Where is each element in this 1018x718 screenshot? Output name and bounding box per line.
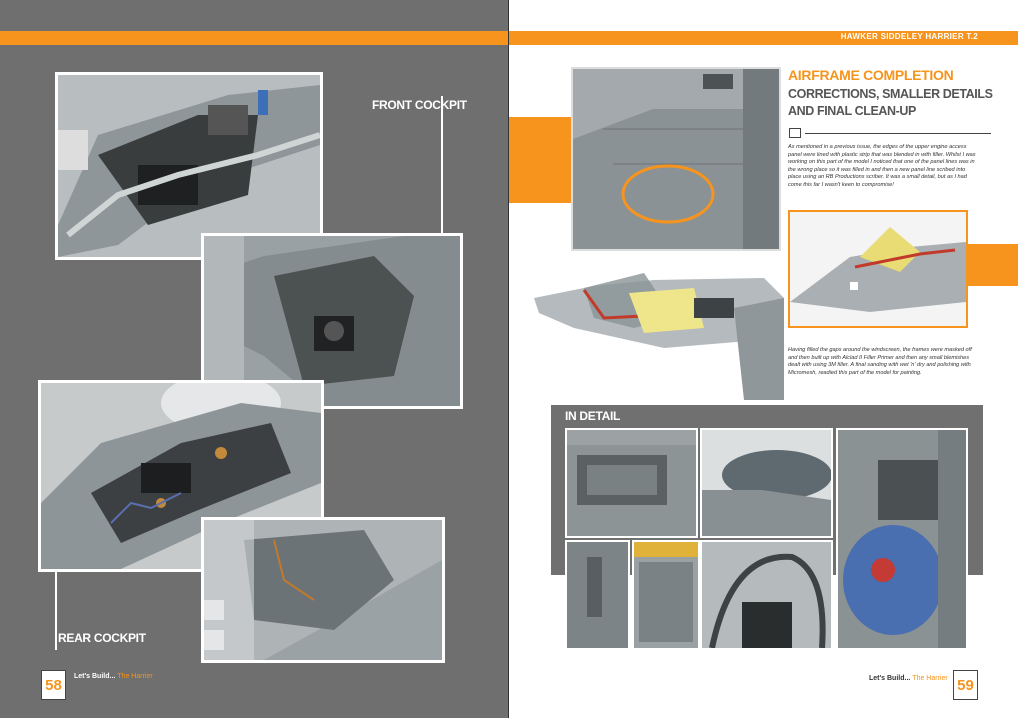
footer-left (74, 673, 153, 680)
section-title: AIRFRAME COMPLETION (788, 67, 954, 83)
detail-photo-4 (565, 540, 630, 650)
subtitle-line-1: CORRECTIONS, SMALLER DETAILS (788, 87, 993, 101)
gutter-line (508, 0, 509, 718)
section-subtitle (788, 86, 993, 120)
footer-series: Let's Build... (869, 675, 911, 682)
section-rule (805, 133, 991, 134)
in-detail-label: IN DETAIL (565, 409, 621, 423)
right-page (509, 0, 1018, 718)
front-cockpit-photo-1 (55, 72, 323, 260)
footer-right (869, 675, 948, 682)
engine-panel-photo (571, 67, 781, 251)
detail-photo-2 (700, 428, 833, 538)
side-accent-block (968, 244, 1018, 286)
side-accent-block (509, 117, 573, 203)
running-header: HAWKER SIDDELEY HARRIER T.2 (840, 32, 978, 41)
nose-masked-photo (788, 210, 968, 328)
footer-subject: The Harrier (912, 675, 948, 682)
detail-photo-1 (565, 428, 698, 538)
detail-photo-5 (632, 540, 700, 650)
footer-subject: The Harrier (117, 673, 153, 680)
rear-cockpit-label: REAR COCKPIT (58, 631, 146, 645)
windscreen-photo-cutout (534, 258, 784, 400)
page-number-left: 58 (41, 670, 66, 700)
detail-photo-6 (700, 540, 833, 650)
guide-line (441, 96, 443, 236)
page-number-right: 59 (953, 670, 978, 700)
paragraph-2: Having filled the gaps around the windscreen, the frames were masked off and then built up with Alclad II Filler Primer and then any small blemishes dealt with using 3M filler. A final sanding with wet 'n' dry and polishing with Micromesh, readied this part of the model for painting. (788, 347, 972, 376)
guide-line (55, 560, 57, 650)
subtitle-line-2: AND FINAL CLEAN-UP (788, 104, 916, 118)
header-orange-bar (0, 31, 509, 45)
rear-cockpit-photo-2 (201, 517, 445, 663)
paragraph-1: As mentioned in a previous issue, the edges of the upper engine access panel were lined with plastic strip that was blended in with filler. Whilst I was working on this part of the model I noticed that one of the panel lines was in the wrong place so it was filled in and then a new panel line scribed into place using an RB Productions scriber. It was a small detail, but as I had come this far I wasn't keen to compromise! (788, 144, 976, 188)
front-cockpit-label: FRONT COCKPIT (372, 98, 467, 112)
footer-series: Let's Build... (74, 673, 116, 680)
detail-photo-3 (836, 428, 968, 650)
section-box-icon (789, 128, 801, 138)
